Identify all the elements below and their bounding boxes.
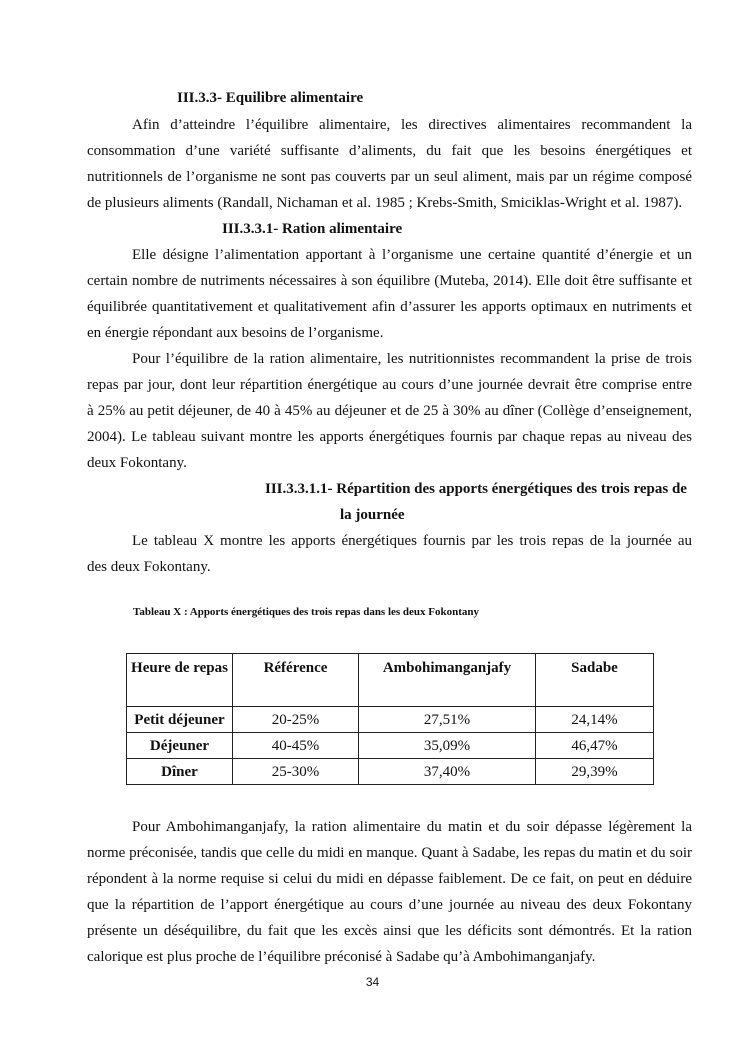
- paragraph-line: que la répartition de l’apport énergétique au cours d’une journée au niveau des deux Fokontany: [87, 897, 692, 913]
- paragraph-line: présente un déséquilibre, du fait que les excès ainsi que les déficits sont démontrés. Et la ration: [87, 923, 692, 939]
- table-cell: 24,14%: [536, 707, 654, 733]
- paragraph-line: Pour l’équilibre de la ration alimentaire, les nutritionnistes recommandent la prise de trois: [132, 351, 692, 367]
- header-cell: Heure de repas: [127, 654, 233, 707]
- table-caption: Tableau X : Apports énergétiques des trois repas dans les deux Fokontany: [133, 606, 480, 618]
- header-cell: Sadabe: [536, 654, 654, 707]
- paragraph-line: de plusieurs aliments (Randall, Nichaman et al. 1985 ; Krebs-Smith, Smiciklas-Wright et al. 1987).: [87, 195, 683, 211]
- paragraph-line: Afin d’atteindre l’équilibre alimentaire, les directives alimentaires recommandent la: [132, 117, 692, 133]
- paragraph-line: équilibrée quantitativement et qualitativement afin d’assurer les apports optimaux en nutriments et: [87, 299, 692, 315]
- table-row: [127, 707, 654, 733]
- table-cell: 35,09%: [359, 733, 536, 759]
- paragraph-line: Pour Ambohimanganjafy, la ration alimentaire du matin et du soir dépasse légèrement la: [132, 819, 692, 835]
- table-cell: 27,51%: [359, 707, 536, 733]
- paragraph-line: consommation d’une variété suffisante d’aliments, du fait que les besoins énergétiques et: [87, 143, 692, 159]
- table-cell: 46,47%: [536, 733, 654, 759]
- subsubsection-heading: III.3.3.1.1- Répartition des apports énergétiques des trois repas de: [265, 481, 687, 497]
- row-label: Déjeuner: [127, 733, 233, 759]
- paragraph-line: nutritionnels de l’organisme ne sont pas couverts par un seul aliment, mais par un régime composé: [87, 169, 692, 185]
- paragraph-line: deux Fokontany.: [87, 455, 187, 471]
- header-cell: Référence: [233, 654, 359, 707]
- section-heading: III.3.3- Equilibre alimentaire: [177, 90, 364, 106]
- page-number: 34: [365, 975, 380, 989]
- table-cell: 25-30%: [233, 759, 359, 785]
- table-row: [127, 733, 654, 759]
- table-row: [127, 759, 654, 785]
- paragraph-line: en énergie répondant aux besoins de l’organisme.: [87, 325, 384, 341]
- table-cell: 20-25%: [233, 707, 359, 733]
- paragraph-line: norme préconisée, tandis que celle du midi en manque. Quant à Sadabe, les repas du matin et du soir: [87, 845, 692, 861]
- paragraph-line: des deux Fokontany.: [87, 559, 211, 575]
- row-label: Petit déjeuner: [127, 707, 233, 733]
- paragraph-line: certain nombre de nutriments nécessaires à son équilibre (Muteba, 2014). Elle doit être suffisante et: [87, 273, 692, 289]
- table-cell: 29,39%: [536, 759, 654, 785]
- subsection-heading: III.3.3.1- Ration alimentaire: [222, 221, 403, 237]
- paragraph-line: répondent à la norme requise si celui du midi en dépasse faiblement. De ce fait, on peut en déduire: [87, 871, 692, 887]
- paragraph-line: calorique est plus proche de l’équilibre préconisé à Sadabe qu’à Ambohimanganjafy.: [87, 949, 596, 965]
- subsubsection-heading-cont: la journée: [340, 507, 405, 523]
- header-cell: Ambohimanganjafy: [359, 654, 536, 707]
- paragraph-line: Elle désigne l’alimentation apportant à l’organisme une certaine quantité d’énergie et un: [132, 247, 692, 263]
- table-cell: 40-45%: [233, 733, 359, 759]
- paragraph-line: à 25% au petit déjeuner, de 40 à 45% au déjeuner et de 25 à 30% au dîner (Collège d’enseignement,: [87, 403, 692, 419]
- paragraph-line: 2004). Le tableau suivant montre les apports énergétiques fournis par chaque repas au niveau des: [87, 429, 692, 445]
- table-cell: 37,40%: [359, 759, 536, 785]
- row-label: Dîner: [127, 759, 233, 785]
- paragraph-line: repas par jour, dont leur répartition énergétique au cours d’une journée devrait être comprise entre: [87, 377, 692, 393]
- table-header-row: [127, 654, 654, 707]
- energy-table: [126, 653, 654, 785]
- paragraph-line: Le tableau X montre les apports énergétiques fournis par les trois repas de la journée au: [132, 533, 692, 549]
